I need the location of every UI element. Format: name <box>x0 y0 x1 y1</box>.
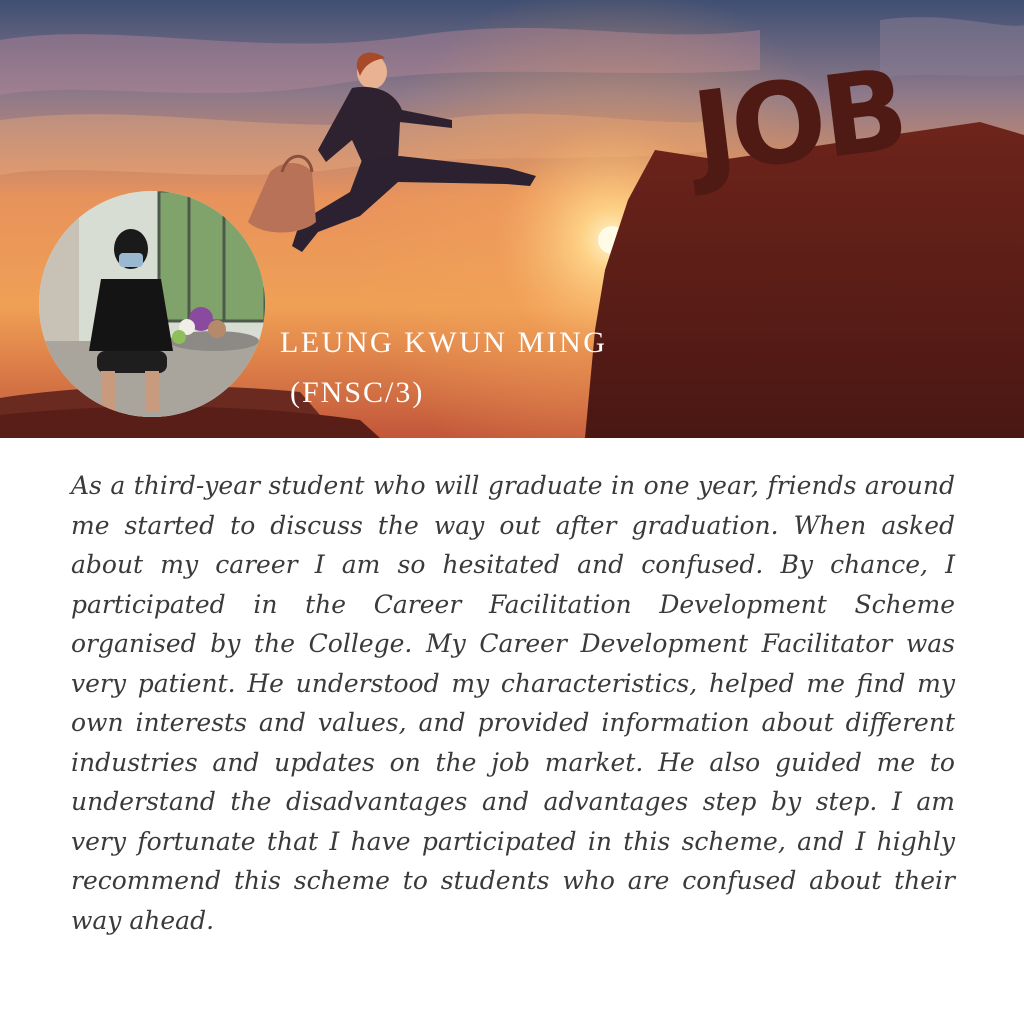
avatar <box>39 191 265 417</box>
student-programme-code: (FNSC/3) <box>290 376 425 409</box>
student-photo <box>39 191 265 417</box>
testimonial-paragraph: As a third-year student who will graduate in one year, friends around me started to discuss the way out after graduation. When asked about my career I am so hesitated and confused. By chance, I participated in the Career Facilitation Development Scheme organised by the College. My Career Development Facilitator was very patient. He understood my characteristics, helped me find my own interests and values, and provided information about different industries and updates on the job market. He also guided me to understand the disadvantages and advantages step by step. I am very fortunate that I have participated in this scheme, and I highly recommend this scheme to students who are confused about their way ahead. <box>71 471 955 935</box>
student-name: LEUNG KWUN MING <box>280 326 608 359</box>
job-sign-text: JOB <box>686 44 911 200</box>
header-banner <box>0 0 1024 438</box>
